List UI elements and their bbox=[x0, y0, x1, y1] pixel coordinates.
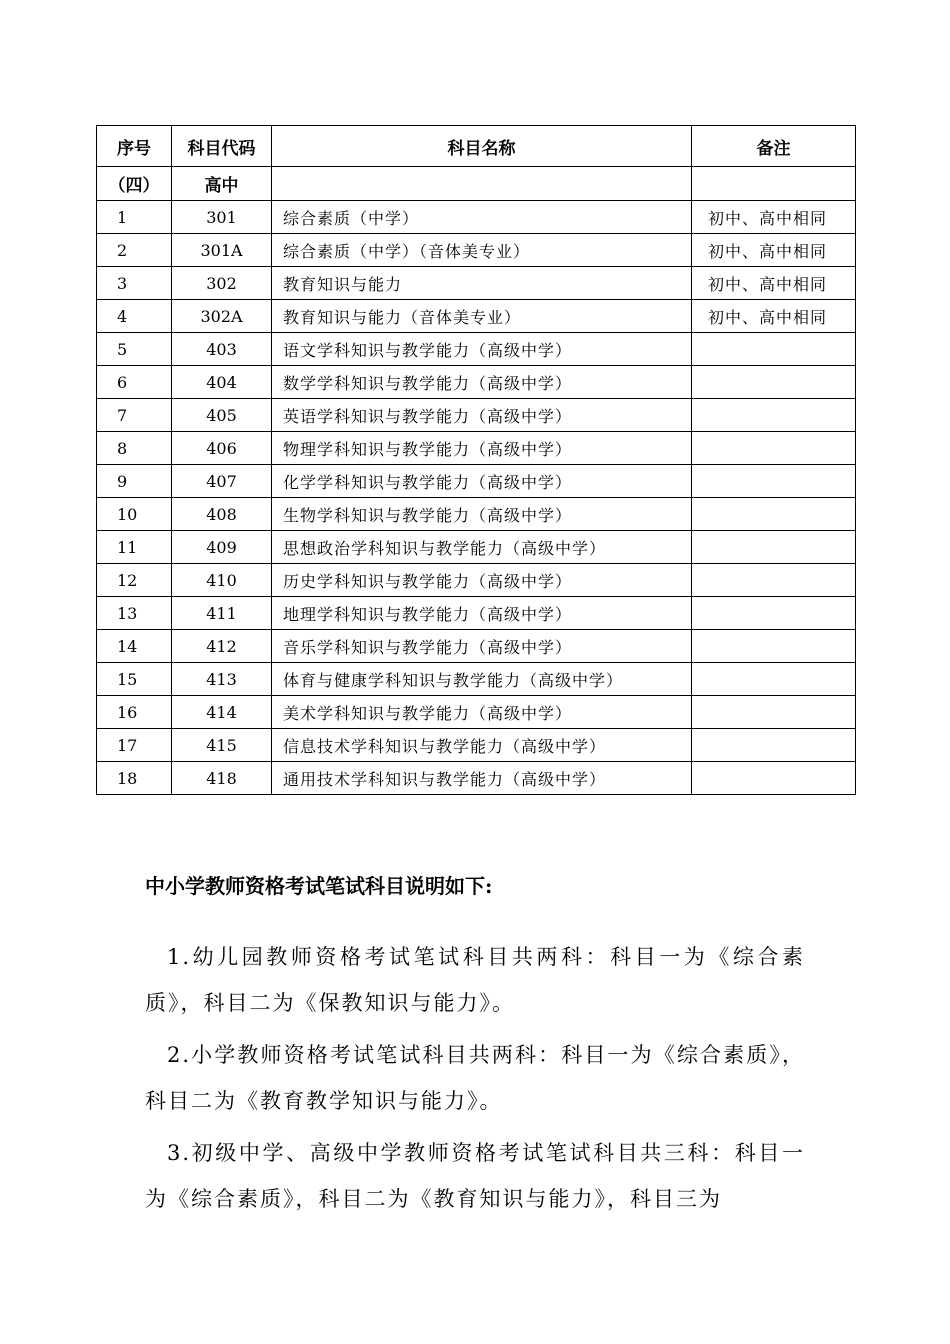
table-row bbox=[97, 729, 856, 762]
section-row bbox=[97, 167, 856, 201]
row-subject-name: 物理学科知识与教学能力（高级中学） bbox=[272, 432, 692, 465]
table-header-row bbox=[97, 126, 856, 167]
row-subject-name: 信息技术学科知识与教学能力（高级中学） bbox=[272, 729, 692, 762]
row-serial: 13 bbox=[97, 597, 172, 630]
row-note bbox=[692, 531, 856, 564]
row-note bbox=[692, 498, 856, 531]
table-row bbox=[97, 267, 856, 300]
note-paragraph-3: 3.初级中学、高级中学教师资格考试笔试科目共三科：科目一为《综合素质》，科目二为《教育知识与能力》，科目三为 bbox=[145, 1141, 805, 1211]
table-body bbox=[97, 167, 856, 795]
header-name: 科目名称 bbox=[272, 126, 692, 167]
table-row bbox=[97, 201, 856, 234]
row-serial: 3 bbox=[97, 267, 172, 300]
section-name bbox=[272, 167, 692, 201]
row-note bbox=[692, 663, 856, 696]
row-subject-name: 地理学科知识与教学能力（高级中学） bbox=[272, 597, 692, 630]
row-subject-name: 美术学科知识与教学能力（高级中学） bbox=[272, 696, 692, 729]
row-note bbox=[692, 564, 856, 597]
row-subject-code: 302 bbox=[172, 267, 272, 300]
header-code: 科目代码 bbox=[172, 126, 272, 167]
row-note bbox=[692, 465, 856, 498]
table-row bbox=[97, 432, 856, 465]
row-note bbox=[692, 432, 856, 465]
row-note: 初中、高中相同 bbox=[692, 267, 856, 300]
section-serial: （四） bbox=[97, 167, 172, 201]
row-note: 初中、高中相同 bbox=[692, 300, 856, 333]
row-note bbox=[692, 399, 856, 432]
row-subject-name: 教育知识与能力（音体美专业） bbox=[272, 300, 692, 333]
table-row bbox=[97, 366, 856, 399]
row-subject-code: 413 bbox=[172, 663, 272, 696]
row-serial: 16 bbox=[97, 696, 172, 729]
note-paragraph-2: 2.小学教师资格考试笔试科目共两科：科目一为《综合素质》，科目二为《教育教学知识与能力》。 bbox=[145, 1043, 805, 1113]
row-subject-name: 语文学科知识与教学能力（高级中学） bbox=[272, 333, 692, 366]
row-subject-name: 数学学科知识与教学能力（高级中学） bbox=[272, 366, 692, 399]
section-label: 高中 bbox=[172, 167, 272, 201]
row-serial: 10 bbox=[97, 498, 172, 531]
row-subject-code: 403 bbox=[172, 333, 272, 366]
row-serial: 8 bbox=[97, 432, 172, 465]
row-subject-name: 生物学科知识与教学能力（高级中学） bbox=[272, 498, 692, 531]
row-subject-name: 音乐学科知识与教学能力（高级中学） bbox=[272, 630, 692, 663]
row-subject-name: 历史学科知识与教学能力（高级中学） bbox=[272, 564, 692, 597]
row-subject-code: 404 bbox=[172, 366, 272, 399]
row-subject-code: 411 bbox=[172, 597, 272, 630]
row-serial: 12 bbox=[97, 564, 172, 597]
row-note: 初中、高中相同 bbox=[692, 234, 856, 267]
table-row bbox=[97, 234, 856, 267]
row-subject-name: 教育知识与能力 bbox=[272, 267, 692, 300]
row-note: 初中、高中相同 bbox=[692, 201, 856, 234]
table-row bbox=[97, 465, 856, 498]
row-subject-name: 综合素质（中学）（音体美专业） bbox=[272, 234, 692, 267]
row-note bbox=[692, 729, 856, 762]
row-serial: 7 bbox=[97, 399, 172, 432]
row-serial: 1 bbox=[97, 201, 172, 234]
row-subject-name: 通用技术学科知识与教学能力（高级中学） bbox=[272, 762, 692, 795]
table-row bbox=[97, 762, 856, 795]
row-note bbox=[692, 630, 856, 663]
table-row bbox=[97, 564, 856, 597]
row-subject-code: 415 bbox=[172, 729, 272, 762]
row-subject-code: 407 bbox=[172, 465, 272, 498]
row-serial: 14 bbox=[97, 630, 172, 663]
subject-table bbox=[96, 125, 856, 795]
row-serial: 6 bbox=[97, 366, 172, 399]
row-subject-code: 301A bbox=[172, 234, 272, 267]
row-subject-name: 英语学科知识与教学能力（高级中学） bbox=[272, 399, 692, 432]
row-serial: 5 bbox=[97, 333, 172, 366]
note-paragraph-1: 1.幼儿园教师资格考试笔试科目共两科：科目一为《综合素质》，科目二为《保教知识与能力》。 bbox=[145, 945, 805, 1015]
row-subject-code: 301 bbox=[172, 201, 272, 234]
row-serial: 2 bbox=[97, 234, 172, 267]
row-subject-name: 综合素质（中学） bbox=[272, 201, 692, 234]
row-subject-name: 化学学科知识与教学能力（高级中学） bbox=[272, 465, 692, 498]
row-note bbox=[692, 696, 856, 729]
row-subject-code: 409 bbox=[172, 531, 272, 564]
header-note: 备注 bbox=[692, 126, 856, 167]
table-row bbox=[97, 597, 856, 630]
row-serial: 4 bbox=[97, 300, 172, 333]
table-row bbox=[97, 300, 856, 333]
row-serial: 11 bbox=[97, 531, 172, 564]
header-serial: 序号 bbox=[97, 126, 172, 167]
row-subject-code: 412 bbox=[172, 630, 272, 663]
table-row bbox=[97, 696, 856, 729]
row-serial: 18 bbox=[97, 762, 172, 795]
table-row bbox=[97, 630, 856, 663]
exam-subject-notes bbox=[145, 866, 805, 1222]
row-serial: 15 bbox=[97, 663, 172, 696]
table-row bbox=[97, 498, 856, 531]
row-subject-code: 302A bbox=[172, 300, 272, 333]
table-row bbox=[97, 399, 856, 432]
row-subject-name: 体育与健康学科知识与教学能力（高级中学） bbox=[272, 663, 692, 696]
table-row bbox=[97, 663, 856, 696]
table-row bbox=[97, 333, 856, 366]
row-subject-code: 418 bbox=[172, 762, 272, 795]
row-subject-code: 410 bbox=[172, 564, 272, 597]
row-note bbox=[692, 366, 856, 399]
row-serial: 9 bbox=[97, 465, 172, 498]
row-note bbox=[692, 762, 856, 795]
row-subject-code: 406 bbox=[172, 432, 272, 465]
row-subject-code: 414 bbox=[172, 696, 272, 729]
row-subject-code: 408 bbox=[172, 498, 272, 531]
row-serial: 17 bbox=[97, 729, 172, 762]
notes-heading: 中小学教师资格考试笔试科目说明如下: bbox=[145, 874, 493, 898]
row-subject-code: 405 bbox=[172, 399, 272, 432]
row-note bbox=[692, 333, 856, 366]
row-note bbox=[692, 597, 856, 630]
row-subject-name: 思想政治学科知识与教学能力（高级中学） bbox=[272, 531, 692, 564]
section-note bbox=[692, 167, 856, 201]
table-row bbox=[97, 531, 856, 564]
